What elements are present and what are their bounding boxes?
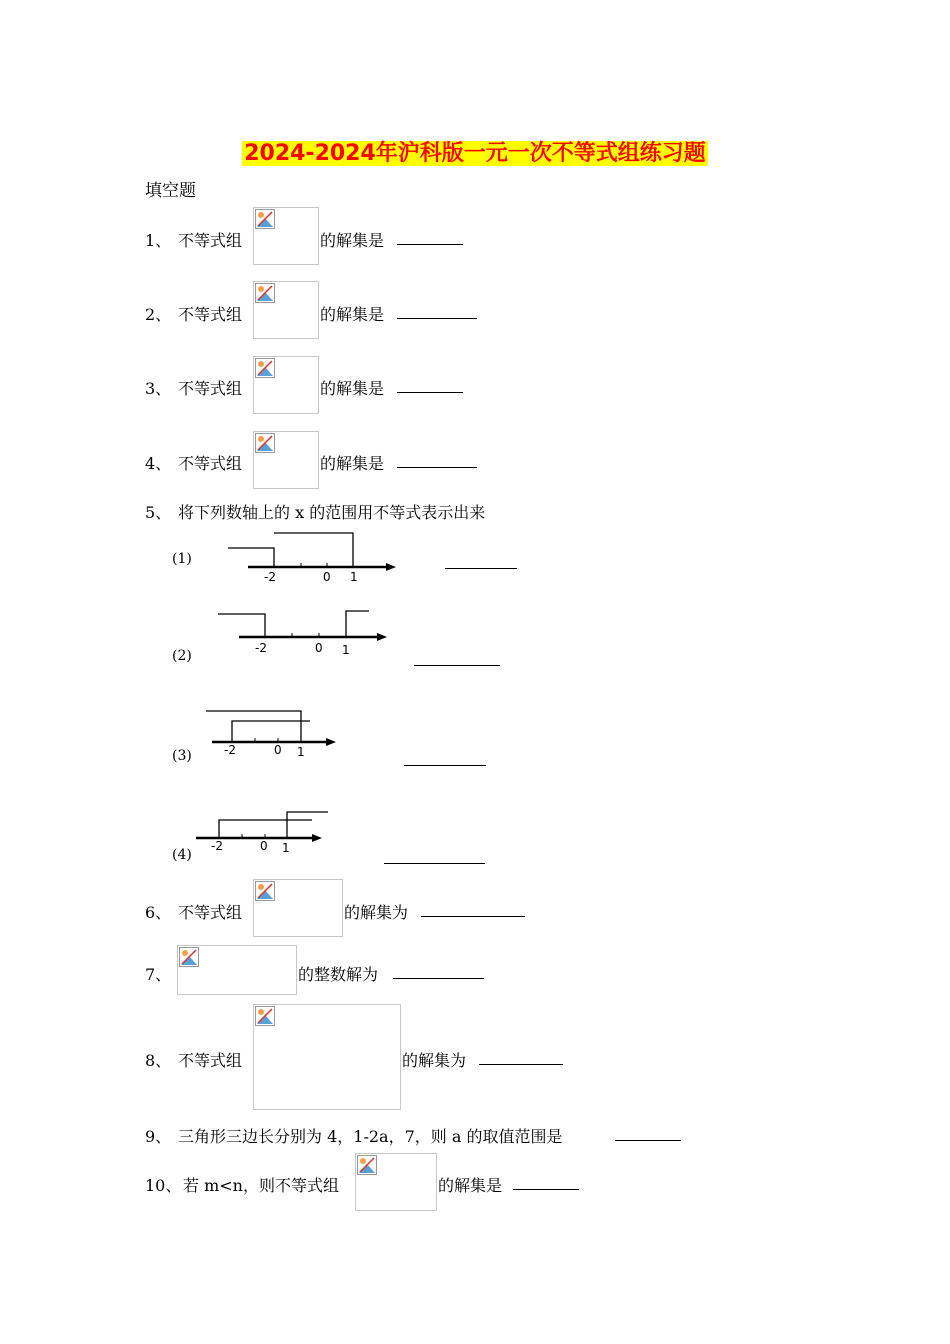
number-line-3: [200, 705, 350, 760]
section-heading: 填空题: [145, 181, 196, 201]
answer-blank-5-4: [384, 863, 485, 864]
tick-label-0: 0: [315, 641, 323, 655]
question-number: 4、: [145, 454, 172, 473]
broken-image-icon: [255, 881, 275, 901]
broken-image-icon: [255, 358, 275, 378]
question-number: 2、: [145, 305, 172, 324]
broken-image-icon: [255, 1006, 275, 1026]
question-suffix: 的解集是: [320, 231, 385, 250]
broken-image-placeholder: [355, 1153, 437, 1211]
range-bracket-right: [346, 611, 369, 636]
question-suffix: 的整数解为: [298, 965, 379, 984]
question-number: 9、: [145, 1127, 172, 1146]
axis-arrow: [386, 563, 396, 571]
answer-blank-5-2: [414, 665, 500, 666]
question-suffix: 的解集是: [320, 454, 385, 473]
axis-arrow: [377, 633, 387, 641]
question-prefix: 不等式组: [178, 231, 243, 250]
tick-label-1: 1: [350, 570, 358, 584]
broken-image-placeholder: [253, 356, 319, 414]
question-number: 10、: [145, 1176, 182, 1195]
tick-label-neg2: -2: [211, 839, 223, 853]
question-prefix: 若 m<n，则不等式组: [183, 1176, 339, 1195]
question-suffix: 的解集是: [320, 305, 385, 324]
range-bracket-right: [274, 533, 353, 567]
tick-label-0: 0: [274, 743, 282, 757]
tick-label-0: 0: [260, 839, 268, 853]
axis-arrow: [326, 738, 336, 746]
broken-image-placeholder: [253, 431, 319, 489]
tick-label-1: 1: [342, 643, 350, 657]
question-text: 将下列数轴上的 x 的范围用不等式表示出来: [178, 503, 486, 522]
broken-image-placeholder: [253, 879, 343, 937]
broken-image-icon: [255, 209, 275, 229]
answer-blank: [421, 916, 525, 917]
question-prefix: 不等式组: [178, 903, 243, 922]
broken-image-placeholder: [177, 945, 297, 995]
answer-blank-5-3: [404, 765, 486, 766]
question-prefix: 不等式组: [178, 454, 243, 473]
question-prefix: 不等式组: [178, 379, 243, 398]
question-suffix: 的解集是: [438, 1176, 503, 1195]
range-bracket-right: [287, 812, 328, 838]
subitem-label-4: (4): [172, 847, 192, 863]
question-prefix: 不等式组: [178, 1051, 243, 1070]
broken-image-icon: [255, 433, 275, 453]
broken-image-icon: [255, 283, 275, 303]
answer-blank: [393, 978, 484, 979]
answer-blank: [397, 318, 477, 319]
answer-blank: [397, 467, 477, 468]
broken-image-placeholder: [253, 207, 319, 265]
answer-blank: [615, 1140, 681, 1141]
broken-image-icon: [357, 1155, 377, 1175]
tick-label-neg2: -2: [255, 641, 267, 655]
question-suffix: 的解集是: [320, 379, 385, 398]
question-suffix: 的解集为: [344, 903, 409, 922]
tick-label-neg2: -2: [224, 743, 236, 757]
answer-blank-5-1: [445, 568, 517, 569]
title-text: 2024-2024年沪科版一元一次不等式组练习题: [244, 141, 706, 166]
question-number: 6、: [145, 903, 172, 922]
subitem-label-1: (1): [172, 551, 192, 567]
question-text: 三角形三边长分别为 4，1-2a，7，则 a 的取值范围是: [178, 1127, 563, 1146]
number-line-4: [190, 805, 340, 860]
question-number: 7、: [145, 965, 172, 984]
range-bracket-lower: [232, 721, 310, 742]
answer-blank: [397, 244, 463, 245]
broken-image-placeholder: [253, 281, 319, 339]
question-number: 5、: [145, 503, 172, 522]
broken-image-icon: [179, 947, 199, 967]
subitem-label-3: (3): [172, 748, 192, 764]
tick-label-1: 1: [297, 745, 305, 759]
tick-label-neg2: -2: [264, 570, 276, 584]
question-number: 8、: [145, 1051, 172, 1070]
tick-label-1: 1: [282, 841, 290, 855]
broken-image-placeholder: [253, 1004, 401, 1110]
subitem-label-2: (2): [172, 648, 192, 664]
question-prefix: 不等式组: [178, 305, 243, 324]
question-number: 3、: [145, 379, 172, 398]
range-bracket-left: [228, 548, 274, 567]
answer-blank: [513, 1189, 579, 1190]
document-title: [0, 136, 950, 167]
number-line-1: [220, 530, 410, 585]
range-bracket-upper: [206, 711, 301, 742]
answer-blank: [479, 1064, 563, 1065]
axis-arrow: [312, 834, 322, 842]
question-suffix: 的解集为: [402, 1051, 467, 1070]
range-bracket-left: [218, 614, 265, 636]
question-number: 1、: [145, 231, 172, 250]
number-line-2: [215, 605, 405, 660]
tick-label-0: 0: [323, 570, 331, 584]
answer-blank: [397, 392, 463, 393]
